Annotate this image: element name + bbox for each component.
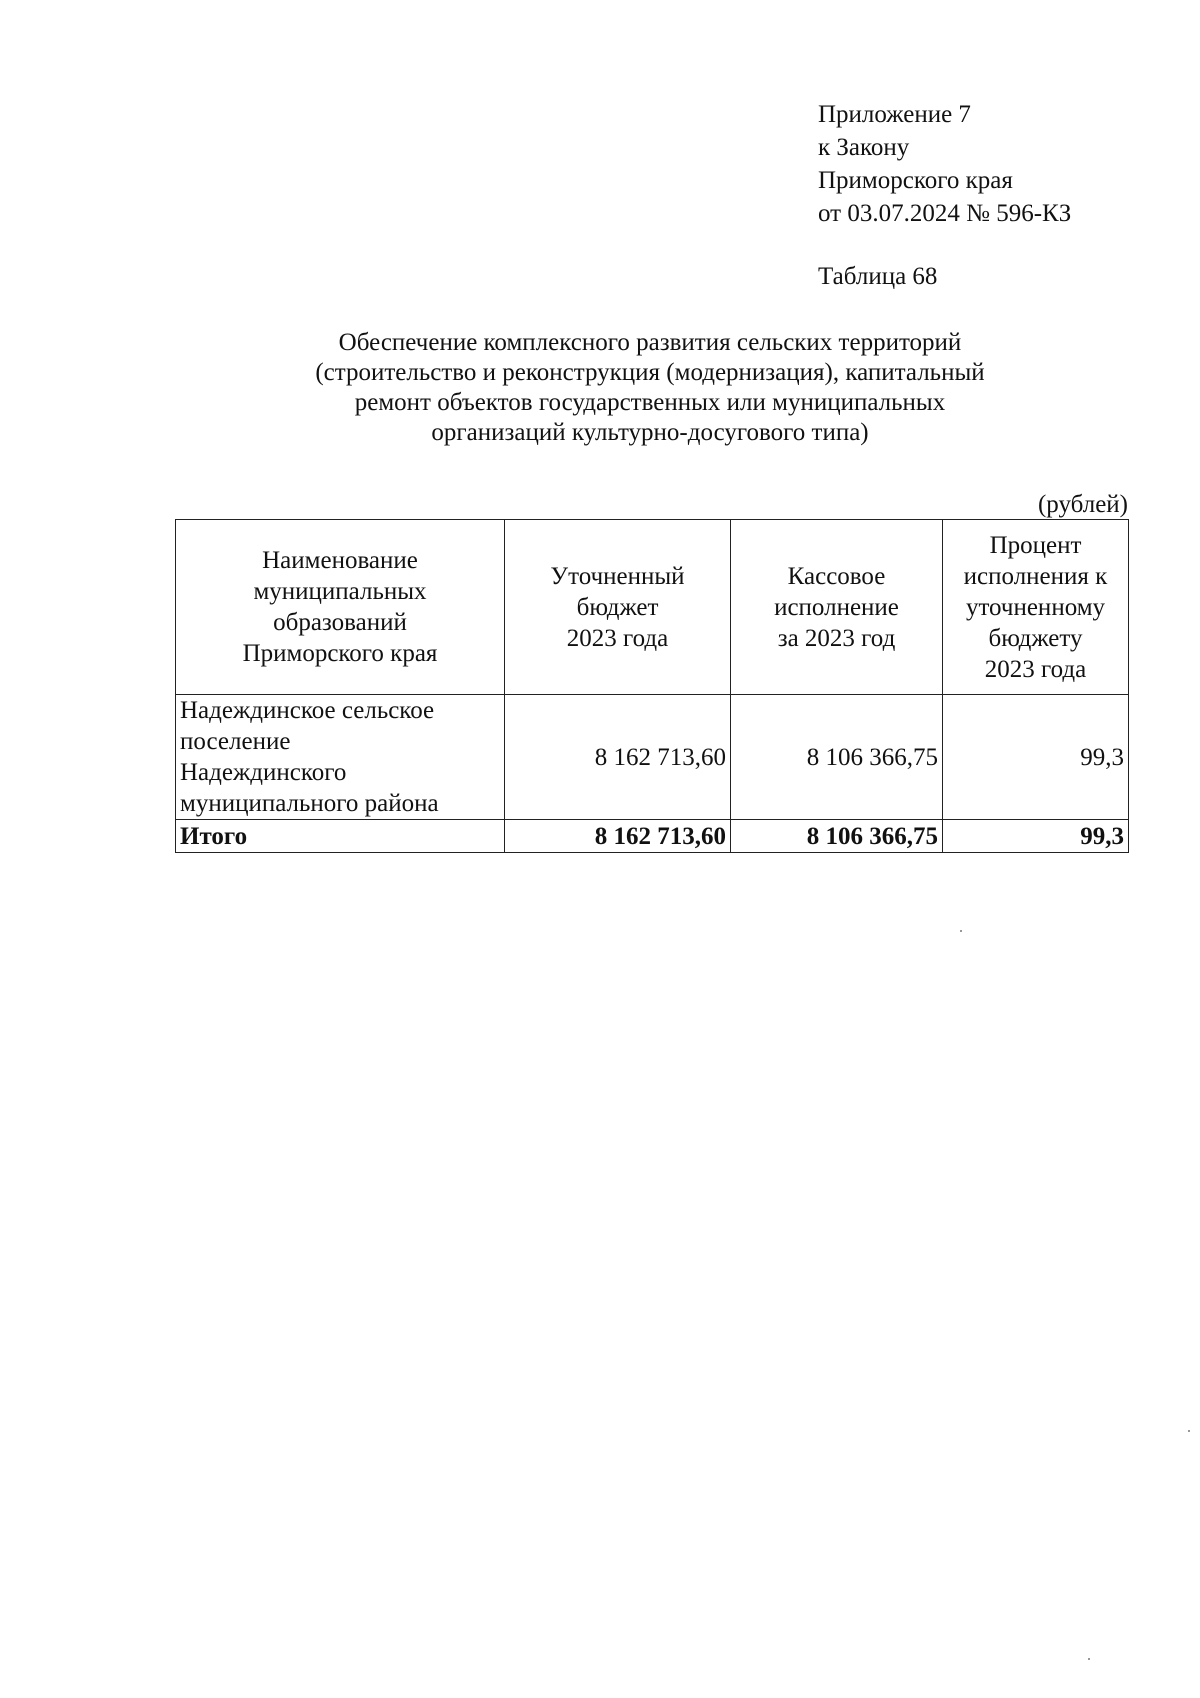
header-text: бюджет — [576, 593, 659, 621]
total-percent-value: 99,3 — [943, 820, 1129, 853]
header-text: бюджету — [988, 624, 1083, 652]
execution-percent-value: 99,3 — [943, 695, 1129, 820]
header-cash-execution — [731, 520, 943, 695]
header-text: образований — [273, 609, 407, 636]
municipality-name — [176, 695, 505, 820]
units-label: (рублей) — [1037, 491, 1128, 518]
header-text: за 2023 год — [777, 624, 896, 652]
appendix-reference — [818, 98, 1071, 230]
table-header-row — [176, 520, 1129, 695]
header-text: исполнение — [774, 593, 899, 621]
header-text: Уточненный — [550, 562, 685, 590]
title-line: (строительство и реконструкция (модернизация), капитальный — [315, 359, 985, 386]
header-text: уточненному — [965, 593, 1106, 621]
header-text: 2023 года — [984, 655, 1087, 683]
cash-execution-value: 8 106 366,75 — [731, 695, 943, 820]
appendix-line: Приложение 7 — [818, 101, 971, 128]
appendix-line: от 03.07.2024 № 596-КЗ — [818, 200, 1072, 227]
header-text: Наименование — [262, 547, 418, 574]
title-line: организаций культурно-досугового типа) — [431, 419, 869, 446]
header-text: исполнения к — [963, 562, 1108, 590]
header-text: Приморского края — [242, 640, 438, 667]
header-text: Процент — [989, 531, 1082, 559]
title-line: ремонт объектов государственных или муниципальных — [354, 389, 946, 416]
name-line: муниципального района — [180, 790, 439, 817]
total-execution-value: 8 106 366,75 — [731, 820, 943, 853]
total-row — [176, 820, 1129, 853]
name-line: Надеждинского — [180, 759, 347, 786]
document-title — [175, 328, 1125, 448]
appendix-line: Приморского края — [818, 167, 1013, 194]
total-budget-value: 8 162 713,60 — [505, 820, 731, 853]
scan-speck — [1088, 1658, 1090, 1660]
scan-speck — [1188, 1430, 1190, 1432]
name-line: поселение — [180, 728, 291, 755]
header-refined-budget — [505, 520, 731, 695]
refined-budget-value: 8 162 713,60 — [505, 695, 731, 820]
name-line: Надеждинское сельское — [180, 697, 435, 724]
header-municipality — [176, 520, 505, 695]
table-row — [176, 695, 1129, 820]
header-execution-percent — [943, 520, 1129, 695]
scan-speck — [960, 930, 962, 932]
appendix-line: к Закону — [818, 134, 910, 161]
header-text: муниципальных — [253, 578, 427, 605]
header-text: 2023 года — [566, 624, 669, 652]
budget-table — [175, 519, 1129, 853]
table-number: Таблица 68 — [818, 263, 938, 290]
header-text: Кассовое — [787, 562, 886, 590]
total-label: Итого — [176, 820, 505, 853]
title-line: Обеспечение комплексного развития сельских территорий — [338, 329, 962, 356]
